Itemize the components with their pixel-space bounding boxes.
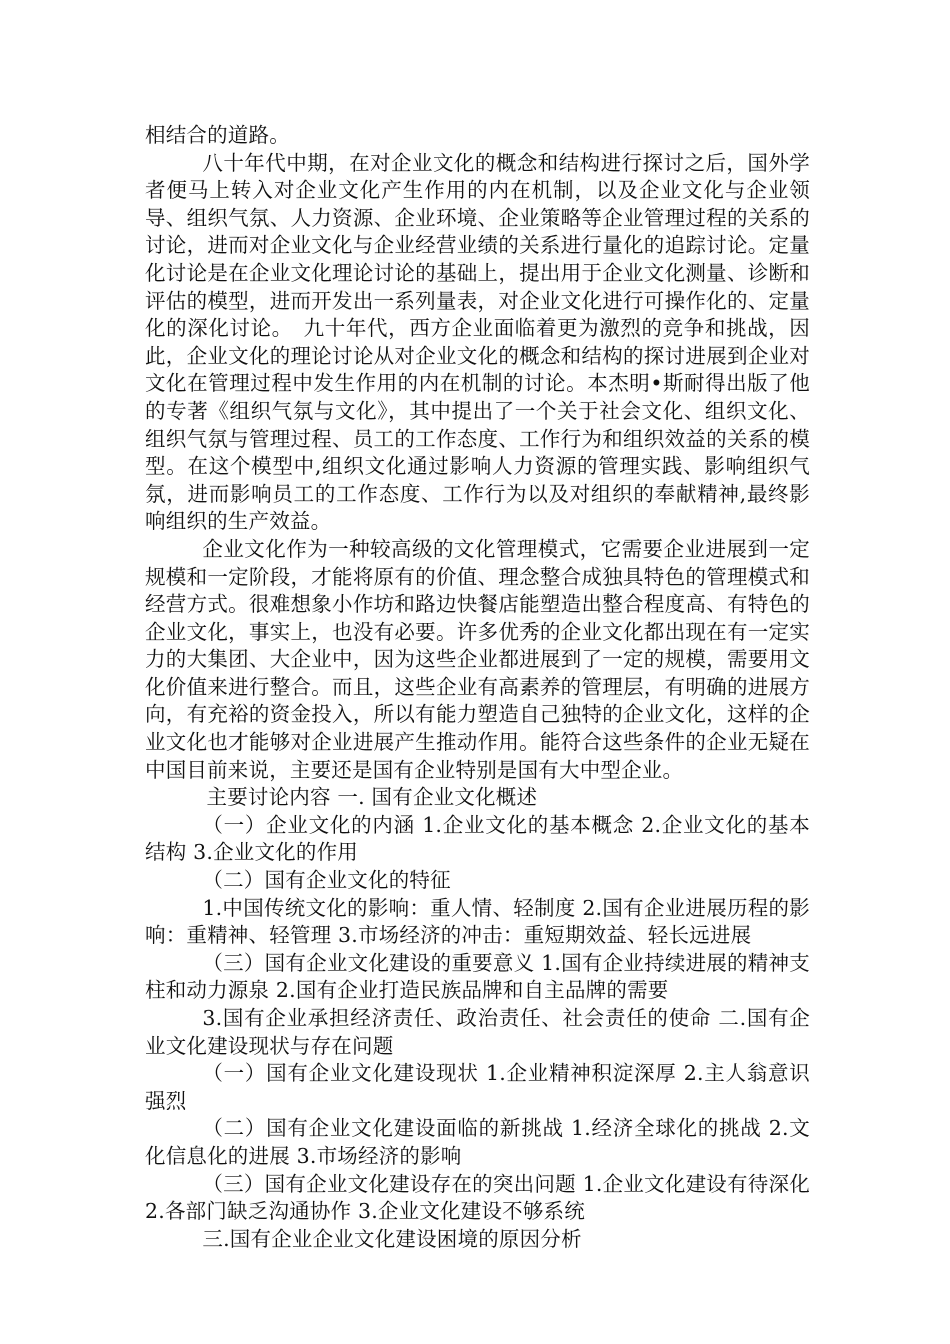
outline-main-content-heading: 主要讨论内容 一. 国有企业文化概述 <box>206 785 538 810</box>
outline-item-2-1: （一）国有企业文化建设现状 1.企业精神积淀深厚 2.主人翁意识强烈 <box>145 1061 810 1113</box>
outline-item-1-3: （三）国有企业文化建设的重要意义 1.国有企业持续进展的精神支柱和动力源泉 2.国有企业打造民族品牌和自主品牌的需要 <box>145 950 810 1003</box>
paragraph-enterprise-culture: 企业文化作为一种较高级的文化管理模式，它需要企业进展到一定规模和一定阶段，才能将原有的价值、理念整合成独具特色的管理模式和经营方式。很难想象小作坊和路边快餐店能塑造出整合程度高、有特色的企业文化，事实上，也没有必要。许多优秀的企业文化都出现在有一定实力的大集团、大企业中，因为这些企业都进展到了一定的规模，需要用文化价值来进行整合。而且，这些企业有高素养的管理层，有明确的进展方向，有充裕的资金投入，所以有能力塑造自己独特的企业文化，这样的企业文化也才能够对企业进展产生推动作用。能符合这些条件的企业无疑在中国目前来说，主要还是国有企业特别是国有大中型企业。 <box>145 536 810 782</box>
outline-item-1-1: （一）企业文化的内涵 1.企业文化的基本概念 2.企业文化的基本结构 3.企业文化的作用 <box>145 812 810 865</box>
outline-item-2-3: （三）国有企业文化建设存在的突出问题 1.企业文化建设有待深化 2.各部门缺乏沟通协作 3.企业文化建设不够系统 <box>145 1171 810 1224</box>
outline-item-1-2-points: 1.中国传统文化的影响：重人情、轻制度 2.国有企业进展历程的影响：重精神、轻管理 3.市场经济的冲击：重短期效益、轻长远进展 <box>145 895 810 948</box>
document-body <box>145 122 810 1253</box>
paragraph-research-history: 八十年代中期，在对企业文化的概念和结构进行探讨之后，国外学者便马上转入对企业文化产生作用的内在机制，以及企业文化与企业领导、组织气氛、人力资源、企业环境、企业策略等企业管理过程的关系的讨论，进而对企业文化与企业经营业绩的关系进行量化的追踪讨论。定量化讨论是在企业文化理论讨论的基础上，提出用于企业文化测量、诊断和评估的模型，进而开发出一系列量表，对企业文化进行可操作化的、定量化的深化讨论。 九十年代，西方企业面临着更为激烈的竞争和挑战，因此，企业文化的理论讨论从对企业文化的概念和结构的探讨进展到企业对文化在管理过程中发生作用的内在机制的讨论。本杰明•斯耐得出版了他的专著《组织气氛与文化》，其中提出了一个关于社会文化、组织文化、组织气氛与管理过程、员工的工作态度、工作行为和组织效益的关系的模型。在这个模型中,组织文化通过影响人力资源的管理实践、影响组织气氛，进而影响员工的工作态度、工作行为以及对组织的奉献精神,最终影响组织的生产效益。 <box>145 150 810 534</box>
outline-item-1-2: （二）国有企业文化的特征 <box>202 868 451 893</box>
outline-item-2-2: （二）国有企业文化建设面临的新挑战 1.经济全球化的挑战 2.文化信息化的进展 3.市场经济的影响 <box>145 1116 810 1168</box>
paragraph-continuation: 相结合的道路。 <box>145 123 290 147</box>
outline-section-3-heading: 三.国有企业企业文化建设困境的原因分析 <box>202 1226 582 1251</box>
outline-item-1-3-point-3: 3.国有企业承担经济责任、政治责任、社会责任的使命 二.国有企业文化建设现状与存在问题 <box>145 1006 810 1058</box>
